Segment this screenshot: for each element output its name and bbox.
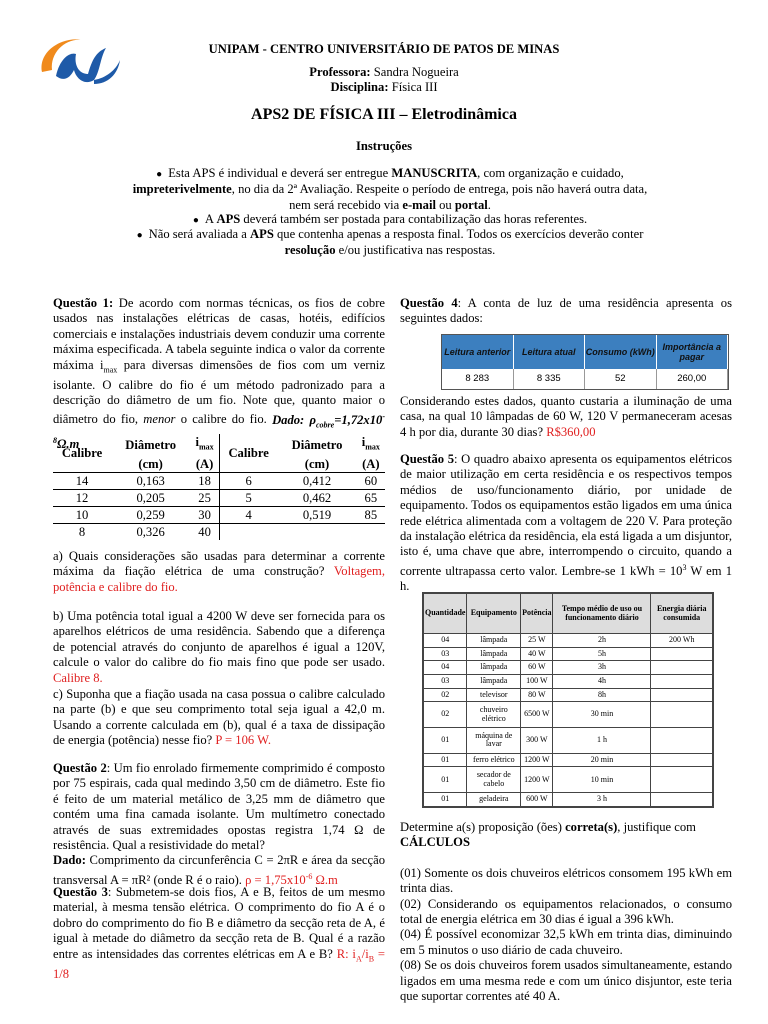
table-row: 02 televisor 80 W 8h [424, 688, 713, 702]
bill-value: 260,00 [657, 369, 729, 389]
question-4-text: Considerando estes dados, quanto custaria a iluminação de uma casa, na qual 10 lâmpadas de 60 W, 120 V permaneceram acesas 4 h por dia, durante 30 dias? R$360,00 [400, 394, 732, 439]
discipline-line: Disciplina: Física III [330, 80, 438, 94]
table-row: 12 0,205 25 5 0,462 65 [53, 489, 385, 506]
question-2: Questão 2: Um fio enrolado firmemente comprimido é composto por 75 espirais, cada qual medindo 3,50 cm de diâmetro. Este fio é feito de um material metálico de 3,25 mm de diâmetro que contém uma fina camada isolante. Um multímetro conectado através de suas extremidades opostas registra 1,74 Ω de resistência. Qual a resistividade do metal? Dado: Comprimento da circunferência C = 2πR e área da secção transversal A = πR² (onde R é o raio). $\rho = 1,75x10^{-6}$ Ω.m [53, 761, 385, 888]
question-4: Questão 4: A conta de luz de uma residência apresenta os seguintes dados: [400, 296, 732, 326]
table-row: 04 lâmpada 25 W 2h 200 Wh [424, 634, 713, 648]
question-5: Questão 5: O quadro abaixo apresenta os equipamentos elétricos de maior utilização em certa residência e os respectivos tempos médios de uso/funcionamento diário, por unidade de equipamento. Todos os equipamentos estão ligados em uma única rede elétrica alimentada com a voltagem de 220 V. Para proteção da instalação elétrica da residência, ela está ligada a um disjuntor, isto é, uma chave que abre, interrompendo o circuito, quando a corrente ultrapassa certo valor. Lembre-se 1 kWh = $10^3$ W em 1 h. [400, 452, 732, 594]
proposition-01: (01) Somente os dois chuveiros elétricos consomem 195 kWh em trinta dias. [400, 865, 732, 896]
table-row: 03 lâmpada 100 W 4h [424, 674, 713, 688]
table-row: 01 geladeira 600 W 3 h [424, 793, 713, 807]
proposition-02: (02) Considerando os equipamentos relacionados, o consumo total de energia elétrica em 30 dias é igual a 396 kWh. [400, 896, 732, 927]
table-row: 04 lâmpada 60 W 3h [424, 661, 713, 675]
calibre-table: Calibre Diâmetro $i_{max}$ Calibre Diâmetro $i_{max}$ (cm) (A) (cm) (A) 14 0,163 18 6 0,412 60 12 0,205 25 5 0,462 65 10 0,259 30 4 0,519 85 8 0,326 40 [53, 434, 385, 540]
instruction-bullet-2: ● A APS deverá também ser postada para contabilização das horas referentes. [192, 212, 588, 226]
instruction-bullet-3: ● Não será avaliada a APS que contenha apenas a resposta final. Todos os exercícios deverão conter resolução e/ou justificativa nas respostas. [136, 227, 644, 258]
question-3: Questão 3: Submetem-se dois fios, A e B, feitos de um mesmo material, à mesma tensão elétrica. O comprimento do fio A é o dobro do comprimento do fio B e diâmetro da secção reta de A, é igual à metade do diâmetro da secção reta de B. Qual é a razão entre as intensidades das correntes elétricas em A e B? R: $i_A/i_B = 1/8$ [53, 885, 386, 981]
professor-line: Professora: Sandra Nogueira [309, 65, 459, 79]
table-row: 01 secador de cabelo 1200 W 10 min [424, 767, 713, 793]
table-row: 02 chuveiro elétrico 6500 W 30 min [424, 702, 713, 728]
question-1c: c) Suponha que a fiação usada na casa possua o calibre calculado na parte (b) e que seu comprimento total seja igual a 42,0 m. Usando a corrente calculada em (b), qual é a taxa de dissipação de energia (potência) nesse fio? P = 106 W. [53, 687, 385, 748]
bill-header: Leitura atual [514, 335, 586, 369]
bill-value: 8 335 [514, 369, 586, 389]
electric-bill-table [441, 334, 729, 390]
bill-header: Leitura anterior [442, 335, 514, 369]
question-5-propositions: Determine a(s) proposição (ões) correta(s), justifique com CÁLCULOS (01) Somente os dois chuveiros elétricos consomem 195 kWh em trinta dias. (02) Considerando os equipamentos relacionados, o consumo total de energia elétrica em 30 dias é igual a 396 kWh. (04) É possível economizar 32,5 kWh em trinta dias, diminuindo em 5 minutos o uso diário de cada chuveiro. (08) Se os dois chuveiros forem usados simultaneamente, estando ligados em uma mesma rede e com um único disjuntor, este teria que suportar correntes até 40 A. [400, 820, 732, 1004]
instructions-title: Instruções [356, 139, 412, 153]
proposition-08: (08) Se os dois chuveiros forem usados simultaneamente, estando ligados em uma mesma rede e com um único disjuntor, este teria que suportar correntes até 40 A. [400, 958, 732, 1004]
question-1: Questão 1: De acordo com normas técnicas, os fios de cobre usados nas instalações elétricas de casas, hotéis, edifícios comerciais e instalações industriais devem conduzir uma corrente máxima especificada. A tabela seguinte indica o valor da corrente máxima $i_{max}$ para diversas dimensões de fios com um verniz isolante. O calibre do fio é um método padronizado para a descrição do diâmetro de um fio. Note que, quanto maior o diâmetro do fio, menor o calibre do fio. Dado: $\rho_{cobre}=1,72x10^{-8}\Omega.m$ [53, 296, 386, 451]
bill-header: Consumo (kWh) [585, 335, 657, 369]
bill-value: 52 [585, 369, 657, 389]
university-name: UNIPAM - CENTRO UNIVERSITÁRIO DE PATOS DE MINAS [208, 42, 560, 56]
table-row: 03 lâmpada 40 W 5h [424, 647, 713, 661]
table-row: 10 0,259 30 4 0,519 85 [53, 506, 385, 523]
instruction-bullet-1: ● Esta APS é individual e deverá ser entregue MANUSCRITA, com organização e cuidado, impreterivelmente, no dia da 2ª Avaliação. Respeite o período de entrega, pois não haverá outra data, nem será recebido via e-mail ou portal. [132, 166, 648, 212]
equipment-table: Quantidade Equipamento Potência Tempo médio de uso ou funcionamento diário Energia diária consumida 04 lâmpada 25 W 2h 200 Wh 03 lâmpada 40 W 5h 04 lâmpada 60 W 3h 03 lâmpada 100 W 4h 02 televisor 80 W 8h 02 chuveiro elétrico 6500 W 30 min 01 máquina de lavar 300 W 1 h 01 ferro elétrico 1200 W 20 min 01 secador de cabelo 1200 W 10 min 01 geladeira 600 W 3 h [422, 592, 714, 808]
question-1a: a) Quais considerações são usadas para determinar a corrente máxima da fiação elétrica de uma construção? Voltagem, potência e calibre do fio. [53, 549, 385, 594]
bill-value: 8 283 [442, 369, 514, 389]
table-row: 01 ferro elétrico 1200 W 20 min [424, 753, 713, 767]
table-row: 8 0,326 40 [53, 523, 385, 540]
proposition-04: (04) É possível economizar 32,5 kWh em trinta dias, diminuindo em 5 minutos o uso diário de cada chuveiro. [400, 927, 732, 957]
table-row: 01 máquina de lavar 300 W 1 h [424, 727, 713, 753]
table-row: 14 0,163 18 6 0,412 60 [53, 472, 385, 489]
page-title: APS2 DE FÍSICA III – Eletrodinâmica [251, 106, 517, 123]
question-1b: b) Uma potência total igual a 4200 W deve ser fornecida para os aparelhos elétricos de uma residência. Sabendo que a diferença de potencial através do conjunto de aparelhos é igual a 120V, calcule o valor do calibre do fio mais fino que pode ser usado. Calibre 8. [53, 609, 385, 685]
calibre-table-wrapper [53, 434, 385, 540]
bill-header: Importância a pagar [657, 335, 729, 369]
